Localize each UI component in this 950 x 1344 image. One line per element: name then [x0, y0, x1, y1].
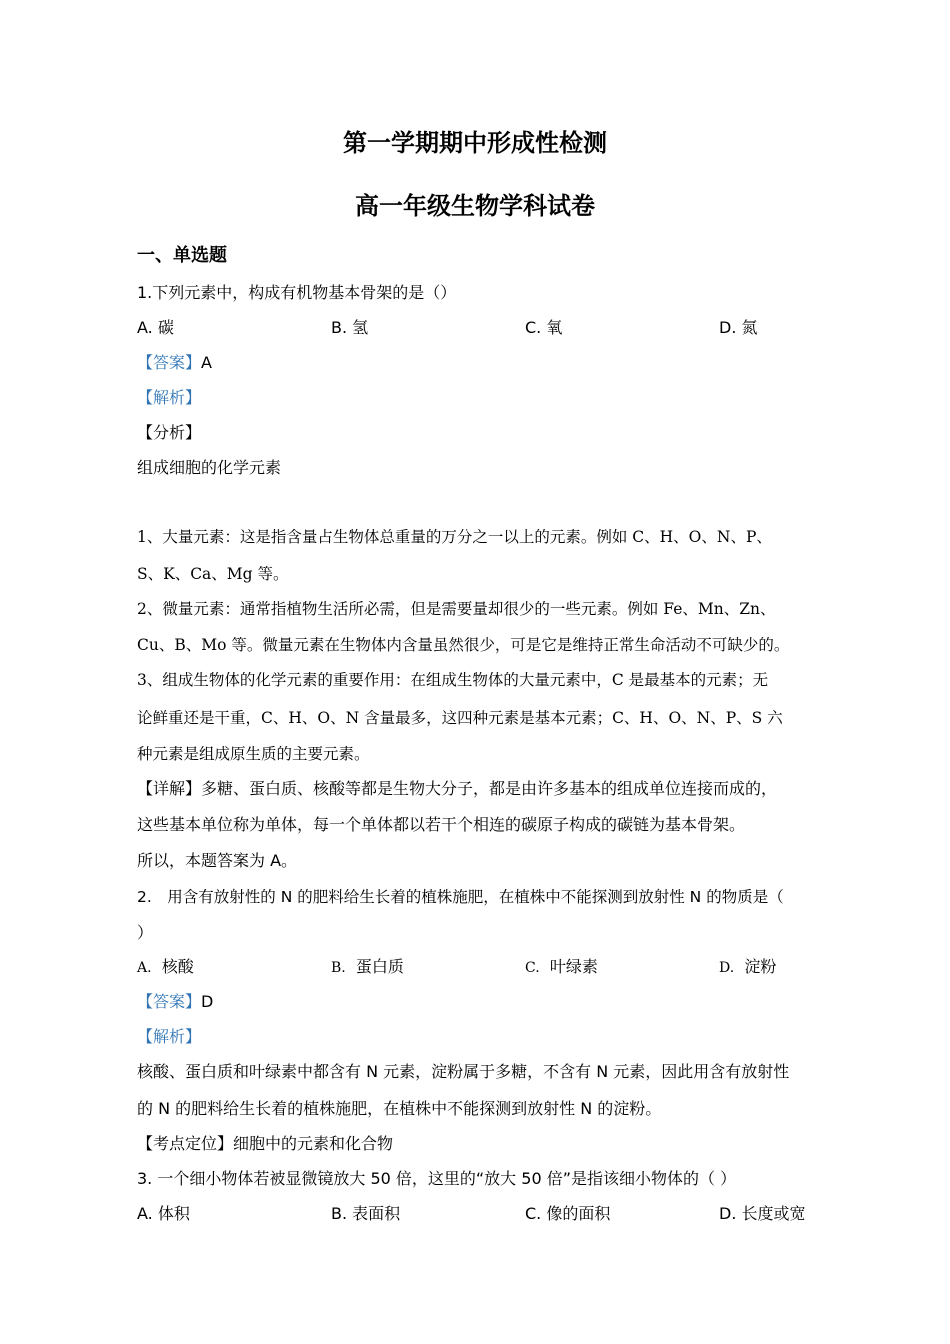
- q1-option-d: D. 氮: [719, 318, 758, 337]
- option-letter: C.: [525, 960, 540, 976]
- exam-title: 第一学期期中形成性检测: [343, 129, 607, 157]
- q1-fenxi-tag: 【分析】: [137, 423, 202, 442]
- q1-analysis-tag: 【解析】: [137, 388, 202, 407]
- section-heading: 一、单选题: [137, 245, 227, 266]
- q2-stem: 2. 用含有放射性的 N 的肥料给生长着的植株施肥，在植株中不能探测到放射性 N 的物质是（: [137, 888, 784, 906]
- q3-option-d: D. 长度或宽: [719, 1204, 806, 1223]
- q1-explanation-line: 3、组成生物体的化学元素的重要作用：在组成生物体的大量元素中，C 是最基本的元素；无: [137, 671, 769, 689]
- q1-option-a: A. 碳: [137, 318, 174, 337]
- q1-option-b: B. 氢: [331, 318, 369, 337]
- q2-option-d: [719, 956, 776, 979]
- q1-explanation-line: 1、大量元素：这是指含量占生物体总重量的万分之一以上的元素。例如 C、H、O、N、P、: [137, 528, 772, 546]
- q1-explanation-line: 论鲜重还是干重，C、H、O、N 含量最多，这四种元素是基本元素；C、H、O、N、P、S 六: [137, 709, 783, 727]
- q2-analysis-tag: 【解析】: [137, 1027, 202, 1046]
- q1-conclusion: 所以，本题答案为 A。: [137, 851, 298, 870]
- q2-stem-end: ）: [137, 923, 154, 942]
- q1-explanation-line: Cu、B、Mo 等。微量元素在生物体内含量虽然很少，可是它是维持正常生命活动不可缺少的。: [137, 636, 790, 654]
- q1-explanation-line: S、K、Ca、Mg 等。: [137, 565, 289, 583]
- exam-subtitle: 高一年级生物学科试卷: [355, 192, 595, 220]
- q1-detail-line: 这些基本单位称为单体，每一个单体都以若干个相连的碳原子构成的碳链为基本骨架。: [137, 815, 746, 834]
- q1-explanation-line: 种元素是组成原生质的主要元素。: [137, 745, 370, 763]
- option-letter: A.: [137, 960, 152, 976]
- q2-key-point: 【考点定位】细胞中的元素和化合物: [137, 1134, 394, 1153]
- answer-value: D: [201, 992, 214, 1011]
- option-letter: B.: [331, 960, 346, 976]
- q2-option-c: [525, 956, 598, 979]
- q3-option-c: C. 像的面积: [525, 1204, 611, 1223]
- q2-answer: [137, 991, 213, 1013]
- q2-explanation-line: 的 N 的肥料给生长着的植株施肥，在植株中不能探测到放射性 N 的淀粉。: [137, 1099, 662, 1118]
- q2-option-b: [331, 956, 404, 979]
- q1-answer: [137, 352, 212, 374]
- option-text: 核酸: [161, 957, 194, 976]
- option-text: 蛋白质: [355, 957, 404, 976]
- q3-option-a: A. 体积: [137, 1204, 190, 1223]
- q2-explanation-line: 核酸、蛋白质和叶绿素中都含有 N 元素，淀粉属于多糖，不含有 N 元素，因此用含有放射性: [137, 1062, 790, 1081]
- option-letter: D.: [719, 960, 735, 976]
- q1-option-c: C. 氧: [525, 318, 563, 337]
- answer-value: A: [201, 353, 212, 372]
- q1-explanation-line: 组成细胞的化学元素: [137, 458, 282, 477]
- q1-detail-line: 【详解】多糖、蛋白质、核酸等都是生物大分子，都是由许多基本的组成单位连接而成的，: [137, 779, 778, 798]
- answer-tag: 【答案】: [137, 992, 202, 1011]
- q3-stem: 3. 一个细小物体若被显微镜放大 50 倍，这里的“放大 50 倍”是指该细小物体的（ ）: [137, 1169, 737, 1188]
- q3-option-b: B. 表面积: [331, 1204, 401, 1223]
- option-text: 淀粉: [744, 957, 777, 976]
- answer-tag: 【答案】: [137, 353, 202, 372]
- q1-stem: 1.下列元素中，构成有机物基本骨架的是（）: [137, 283, 457, 302]
- option-text: 叶绿素: [549, 957, 598, 976]
- q1-explanation-line: 2、微量元素：通常指植物生活所必需，但是需要量却很少的一些元素。例如 Fe、Mn、Zn、: [137, 600, 776, 618]
- q2-option-a: [137, 956, 194, 979]
